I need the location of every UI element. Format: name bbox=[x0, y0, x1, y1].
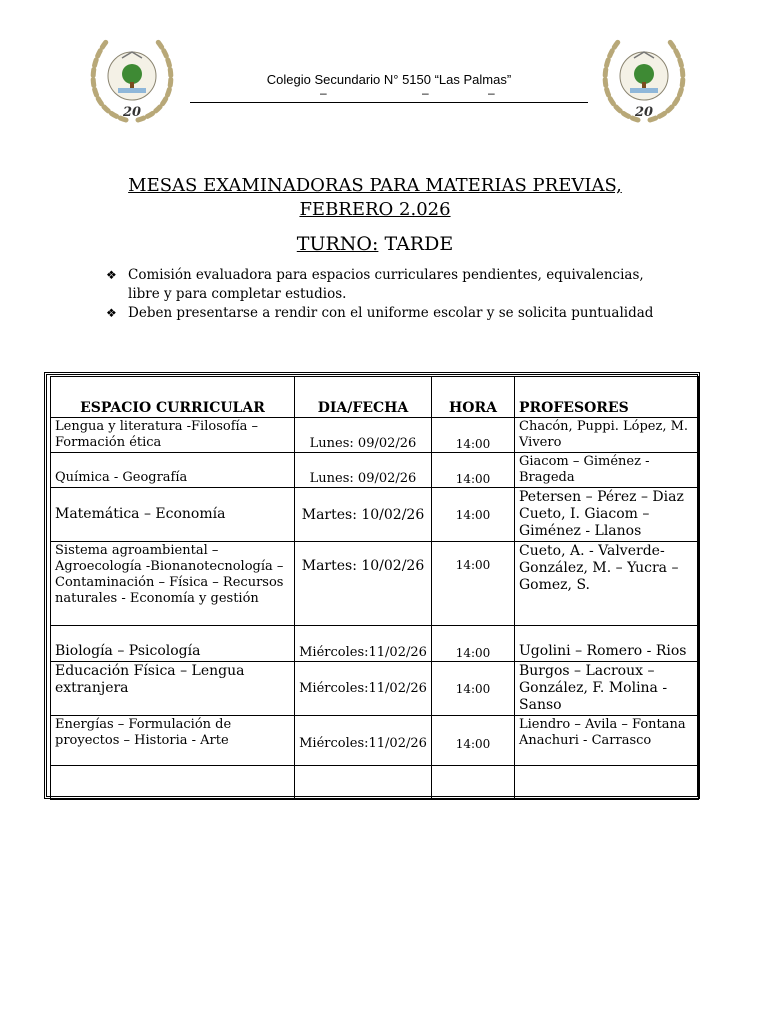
turno-value: TARDE bbox=[384, 233, 454, 255]
cell-profesores: Chacón, Puppi. López, M. Vivero bbox=[515, 418, 699, 453]
cell-dia: Martes: 10/02/26 bbox=[295, 542, 432, 626]
cell-espacio: Química - Geografía bbox=[51, 453, 295, 488]
table-row bbox=[51, 453, 699, 488]
cell-dia: Martes: 10/02/26 bbox=[295, 488, 432, 542]
list-item bbox=[106, 304, 676, 323]
table-row bbox=[51, 626, 699, 662]
cell-espacio: Biología – Psicología bbox=[51, 626, 295, 662]
note-text: Deben presentarse a rendir con el uniforme escolar y se solicita puntualidad bbox=[128, 305, 654, 321]
header-dashes bbox=[190, 86, 588, 100]
exam-schedule-table bbox=[50, 376, 699, 800]
header-dash: – bbox=[320, 86, 327, 100]
cell-profesores: Liendro – Avila – Fontana Anachuri - Carrasco bbox=[515, 716, 699, 766]
table-row bbox=[51, 488, 699, 542]
cell-espacio: Energías – Formulación de proyectos – Historia - Arte bbox=[51, 716, 295, 766]
cell-profesores bbox=[515, 766, 699, 800]
diamond-bullet-icon: ❖ bbox=[106, 306, 117, 320]
cell-dia: Lunes: 09/02/26 bbox=[295, 453, 432, 488]
list-item bbox=[106, 266, 676, 304]
cell-profesores: Burgos – Lacroux – González, F. Molina - Sanso bbox=[515, 662, 699, 716]
column-header-profesores: PROFESORES bbox=[515, 377, 699, 418]
cell-profesores: Giacom – Giménez - Brageda bbox=[515, 453, 699, 488]
school-name: Colegio Secundario N° 5150 “Las Palmas” bbox=[266, 72, 512, 87]
cell-dia: Lunes: 09/02/26 bbox=[295, 418, 432, 453]
column-header-dia: DIA/FECHA bbox=[295, 377, 432, 418]
table-row bbox=[51, 418, 699, 453]
cell-espacio: Matemática – Economía bbox=[51, 488, 295, 542]
cell-dia: Miércoles:11/02/26 bbox=[295, 716, 432, 766]
cell-profesores: Petersen – Pérez – Diaz Cueto, I. Giacom – Giménez - Llanos bbox=[515, 488, 699, 542]
page-title bbox=[60, 174, 690, 222]
note-text: Comisión evaluadora para espacios curriculares pendientes, equivalencias, libre y para completar estudios. bbox=[128, 267, 644, 302]
cell-espacio: Sistema agroambiental – Agroecología -Bionanotecnología – Contaminación – Física – Recursos naturales - Economía y gestión bbox=[51, 542, 295, 626]
notes-list bbox=[106, 266, 676, 323]
cell-hora bbox=[432, 766, 515, 800]
table-row bbox=[51, 662, 699, 716]
cell-hora: 14:00 bbox=[432, 542, 515, 626]
cell-dia: Miércoles:11/02/26 bbox=[295, 662, 432, 716]
logo-badge-text: 20 bbox=[634, 105, 654, 120]
diamond-bullet-icon: ❖ bbox=[106, 268, 117, 282]
column-header-hora: HORA bbox=[432, 377, 515, 418]
cell-espacio bbox=[51, 766, 295, 800]
title-line-2: FEBRERO 2.026 bbox=[299, 199, 451, 220]
cell-hora: 14:00 bbox=[432, 626, 515, 662]
table-row bbox=[51, 542, 699, 626]
table-header-row bbox=[51, 377, 699, 418]
header-dash: – bbox=[488, 86, 495, 100]
cell-dia: Miércoles:11/02/26 bbox=[295, 626, 432, 662]
cell-hora: 14:00 bbox=[432, 488, 515, 542]
cell-hora: 14:00 bbox=[432, 716, 515, 766]
column-header-espacio: ESPACIO CURRICULAR bbox=[51, 377, 295, 418]
cell-profesores: Ugolini – Romero - Rios bbox=[515, 626, 699, 662]
cell-profesores: Cueto, A. - Valverde- González, M. – Yucra – Gomez, S. bbox=[515, 542, 699, 626]
cell-espacio: Educación Física – Lengua extranjera bbox=[51, 662, 295, 716]
cell-hora: 14:00 bbox=[432, 453, 515, 488]
school-logo-left bbox=[82, 30, 182, 126]
turno-label: TURNO: bbox=[296, 233, 379, 255]
table-row bbox=[51, 766, 699, 800]
header-dash: – bbox=[422, 86, 429, 100]
school-logo-right bbox=[594, 30, 694, 126]
cell-espacio: Lengua y literatura -Filosofía – Formación ética bbox=[51, 418, 295, 453]
cell-hora: 14:00 bbox=[432, 662, 515, 716]
header-divider bbox=[190, 102, 588, 103]
title-line-1: MESAS EXAMINADORAS PARA MATERIAS PREVIAS, bbox=[128, 175, 622, 196]
cell-hora: 14:00 bbox=[432, 418, 515, 453]
turno-heading bbox=[60, 233, 690, 255]
cell-dia bbox=[295, 766, 432, 800]
logo-badge-text: 20 bbox=[122, 105, 142, 120]
table-row bbox=[51, 716, 699, 766]
